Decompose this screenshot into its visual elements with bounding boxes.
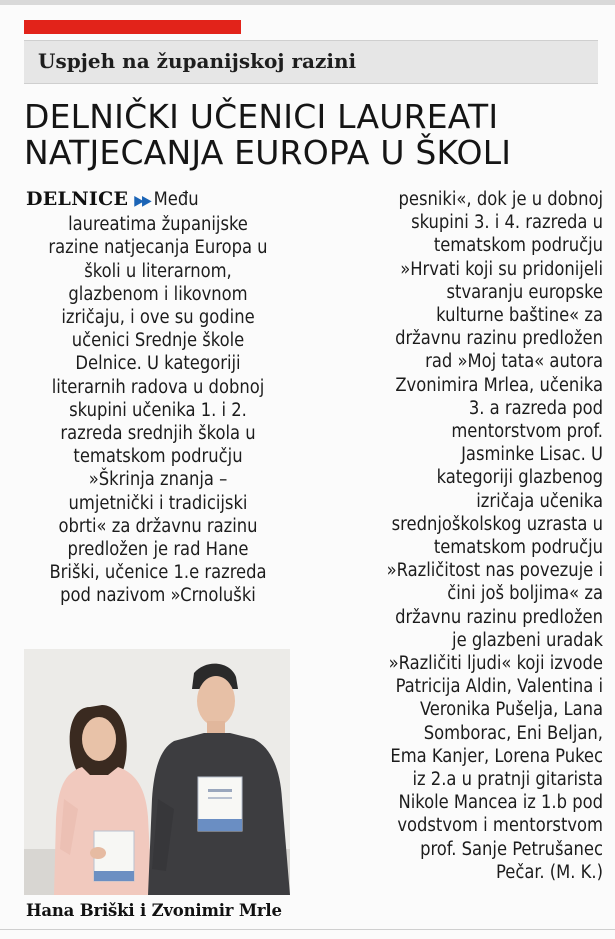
body-line: Ema Kanjer, Lorena Pukec xyxy=(390,745,603,767)
dateline: DELNICE xyxy=(26,188,129,210)
headline-line-2: NATJECANJA EUROPA U ŠKOLI xyxy=(24,133,512,172)
body-line: mentorstvom prof. xyxy=(451,421,603,443)
body-line: literarnih radova u dobnoj xyxy=(51,376,265,398)
article-body-left-column xyxy=(26,188,290,608)
body-line: rad »Moj tata« autora xyxy=(425,351,603,373)
body-line: razine natjecanja Europa u xyxy=(48,237,268,259)
body-line: Delnice. U kategoriji xyxy=(75,353,241,375)
section-accent-bar xyxy=(24,20,241,34)
body-line: kategoriji glazbenog xyxy=(436,467,603,489)
lead-line xyxy=(26,188,290,213)
body-line: državnu razinu predložen xyxy=(395,328,603,350)
body-line: razreda srednjih škola u xyxy=(60,423,256,445)
section-kicker xyxy=(24,40,598,84)
page-top-edge xyxy=(0,0,615,5)
body-line: skupini učenika 1. i 2. xyxy=(69,399,247,421)
body-line: »Različiti ljudi« koji izvode xyxy=(388,653,603,675)
body-line: izričaja učenika xyxy=(476,490,603,512)
article-body-right-column xyxy=(313,188,603,884)
body-line: »Škrinja znanja – xyxy=(88,469,228,491)
students-photo-illustration xyxy=(24,649,290,895)
body-line: prof. Sanje Petrušanec xyxy=(420,838,603,860)
body-line: Somborac, Eni Beljan, xyxy=(423,722,603,744)
body-line: obrti« za državnu razinu xyxy=(58,515,258,537)
body-line: Patricija Aldin, Valentina i xyxy=(395,676,603,698)
body-line: vodstvom i mentorstvom xyxy=(397,815,603,837)
body-line: Pečar. (M. K.) xyxy=(496,861,603,883)
body-line: predložen je rad Hane xyxy=(67,539,249,561)
body-line: Zvonimira Mrlea, učenika xyxy=(395,374,603,396)
body-line: školi u literarnom, xyxy=(84,260,232,282)
body-line: tematskom području xyxy=(433,537,603,559)
body-line: Jasminke Lisac. U xyxy=(461,444,603,466)
body-line: skupini 3. i 4. razreda u xyxy=(411,212,603,234)
body-line: učenici Srednje škole xyxy=(71,330,245,352)
body-line: umjetnički i tradicijski xyxy=(68,492,248,514)
photo-caption: Hana Briški i Zvonimir Mrle xyxy=(26,901,282,920)
body-line: laureatima županijske xyxy=(68,214,248,236)
bottom-rule xyxy=(0,929,615,930)
body-line: izričaju, i ove su godine xyxy=(61,307,255,329)
article-headline xyxy=(24,99,604,171)
body-line: državnu razinu predložen xyxy=(395,606,603,628)
body-line: Veronika Pušelja, Lana xyxy=(419,699,603,721)
body-line: »Hrvati koji su pridonijeli xyxy=(400,258,603,280)
body-line: »Različitost nas povezuje i xyxy=(386,560,603,582)
body-line: iz 2.a u pratnji gitarista xyxy=(412,769,603,791)
double-chevron-right-icon: ▶▶ xyxy=(134,193,150,209)
body-line: 3. a razreda pod xyxy=(468,397,603,419)
body-line: Među xyxy=(153,189,199,210)
body-line: Nikole Mancea iz 1.b pod xyxy=(398,792,603,814)
body-line: je glazbeni uradak xyxy=(452,629,603,651)
body-line: Briški, učenice 1.e razreda xyxy=(49,562,267,584)
body-line: pesniki«, dok je u dobnoj xyxy=(398,189,603,210)
body-line: kulturne baštine« za xyxy=(436,305,603,327)
body-line: stvaranju europske xyxy=(446,281,603,303)
kicker-text: Uspjeh na županijskoj razini xyxy=(38,49,357,73)
body-line: čini još boljima« za xyxy=(447,583,603,605)
body-line: srednjoškolskog uzrasta u xyxy=(391,513,603,535)
headline-line-1: DELNIČKI UČENICI LAUREATI xyxy=(24,97,499,136)
body-line: glazbenom i likovnom xyxy=(68,283,248,305)
article-photo xyxy=(24,649,290,895)
body-line: pod nazivom »Crnoluški xyxy=(60,585,256,607)
body-line: tematskom području xyxy=(433,235,603,257)
body-line: tematskom području xyxy=(73,446,243,468)
